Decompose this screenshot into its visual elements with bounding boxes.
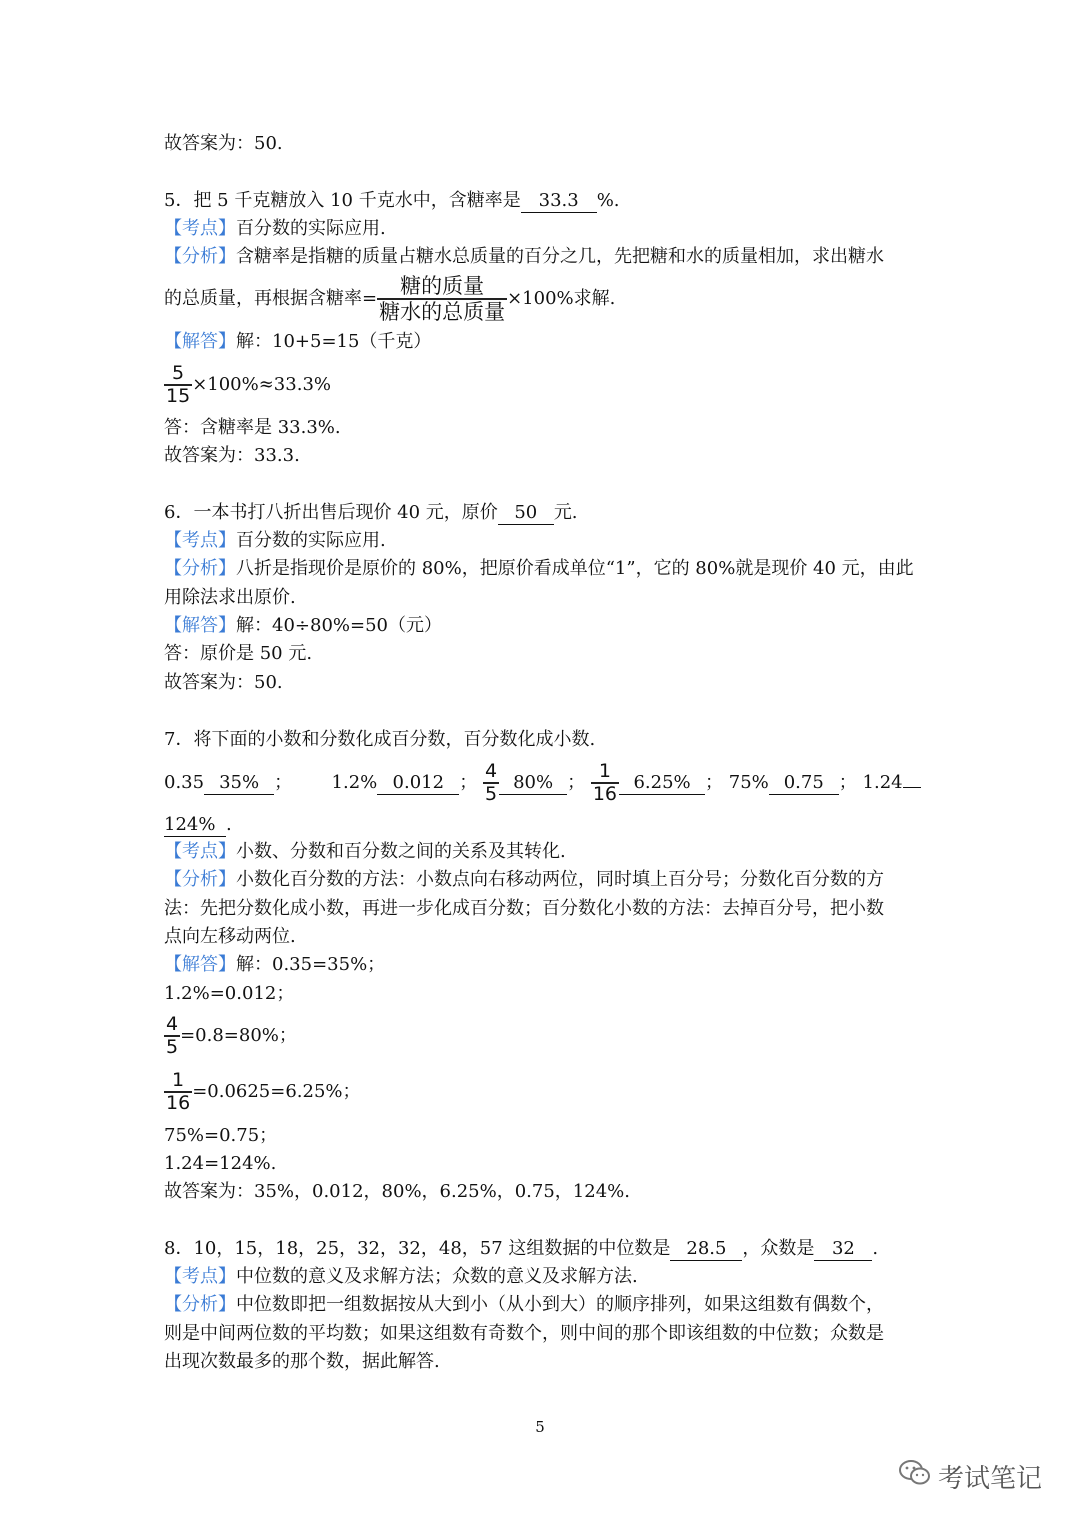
fenxi-text: 八折是指现价是原价的 80%，把原价看成单位“1”，它的 80%就是现价 40 元，由此 bbox=[236, 558, 914, 579]
q5-final-answer: 故答案为：33.3. bbox=[164, 445, 300, 466]
q5-answer: 答：含糖率是 33.3%. bbox=[164, 417, 341, 438]
q8-question-end: . bbox=[872, 1238, 879, 1259]
q8-kaodian bbox=[164, 1265, 638, 1289]
fenxi-text-2: 的总质量，再根据含糖率= bbox=[164, 288, 378, 309]
separator: ； bbox=[459, 772, 478, 793]
q7-jieda-5: 75%=0.75； bbox=[164, 1125, 278, 1146]
kaodian-tag: 【考点】 bbox=[164, 218, 236, 239]
fraction-denominator: 16 bbox=[592, 783, 618, 805]
calc-text: =0.8=80%； bbox=[180, 1025, 297, 1046]
q7-item3-fraction bbox=[483, 761, 499, 805]
q7-blank5: 0.75 bbox=[769, 772, 839, 795]
q7-item5: 75% bbox=[728, 772, 769, 793]
q7-blank4: 6.25% bbox=[619, 772, 705, 795]
q5-calc bbox=[164, 362, 331, 408]
fraction-numerator: 1 bbox=[172, 1069, 185, 1091]
separator: ； bbox=[567, 772, 586, 793]
q5-question bbox=[164, 189, 620, 213]
fraction-denominator: 15 bbox=[166, 385, 191, 407]
kaodian-tag: 【考点】 bbox=[164, 530, 236, 551]
fenxi-tag: 【分析】 bbox=[164, 558, 236, 579]
q5-question-text: 5．把 5 千克糖放入 10 千克水中，含糖率是 bbox=[164, 190, 521, 211]
calc-text: ×100%≈33.3% bbox=[192, 374, 331, 395]
q7-jieda-3 bbox=[164, 1013, 297, 1059]
jieda-tag: 【解答】 bbox=[164, 954, 236, 975]
fenxi-tag: 【分析】 bbox=[164, 246, 236, 267]
q6-question-text: 6．一本书打八折出售后现价 40 元，原价 bbox=[164, 502, 498, 523]
q8-question-text: 8．10，15，18，25，32，32，48，57 这组数据的中位数是 bbox=[164, 1238, 671, 1259]
q4-final-answer: 故答案为：50. bbox=[164, 133, 283, 154]
q7-items-end: . bbox=[226, 814, 232, 835]
q8-question-mid: ，众数是 bbox=[742, 1238, 815, 1259]
calc-fraction bbox=[164, 1014, 180, 1058]
separator: ； bbox=[838, 772, 857, 793]
calc-fraction bbox=[164, 363, 192, 407]
q6-blank: 50 bbox=[498, 502, 554, 525]
fenxi-text-2-end: ×100%求解. bbox=[507, 288, 616, 309]
q7-item6: 1.24 bbox=[862, 772, 903, 793]
fraction-denominator: 5 bbox=[485, 783, 498, 805]
page-number: 5 bbox=[535, 1418, 545, 1436]
q7-jieda-2: 1.2%=0.012； bbox=[164, 983, 295, 1004]
q6-fenxi bbox=[164, 557, 914, 581]
q7-blank6: 124% bbox=[164, 814, 226, 837]
q7-jieda-6: 1.24=124%. bbox=[164, 1153, 277, 1174]
kaodian-tag: 【考点】 bbox=[164, 1266, 236, 1287]
separator: ； bbox=[705, 772, 724, 793]
fraction-denominator: 16 bbox=[166, 1092, 191, 1114]
fraction-numerator: 1 bbox=[598, 760, 611, 782]
q7-jieda-4 bbox=[164, 1069, 361, 1115]
q7-items-row-cont bbox=[164, 813, 232, 837]
q8-fenxi-cont: 则是中间两位数的平均数；如果这组数有奇数个，则中间的那个即该组数的中位数；众数是 bbox=[164, 1323, 884, 1344]
q7-blank1: 35% bbox=[204, 772, 274, 795]
q7-fenxi-cont2: 点向左移动两位. bbox=[164, 926, 296, 947]
q5-fenxi-cont bbox=[164, 270, 615, 328]
fenxi-text: 中位数即把一组数据按从大到小（从小到大）的顺序排列，如果这组数有偶数个， bbox=[236, 1294, 884, 1315]
calc-text: =0.0625=6.25%； bbox=[192, 1081, 361, 1102]
q5-question-end: %. bbox=[596, 190, 620, 211]
fenxi-tag: 【分析】 bbox=[164, 869, 236, 890]
q8-fenxi bbox=[164, 1293, 884, 1317]
q6-fenxi-cont: 用除法求出原价. bbox=[164, 587, 296, 608]
fraction-numerator: 4 bbox=[485, 760, 498, 782]
q5-kaodian bbox=[164, 217, 386, 241]
separator: ； bbox=[274, 772, 293, 793]
kaodian-text: 中位数的意义及求解方法；众数的意义及求解方法. bbox=[236, 1266, 638, 1287]
fraction-numerator: 5 bbox=[172, 362, 185, 384]
q7-items-row bbox=[164, 758, 921, 808]
formula-fraction bbox=[377, 274, 507, 324]
jieda-text: 解：40÷80%=50（元） bbox=[236, 615, 442, 636]
q6-answer: 答：原价是 50 元. bbox=[164, 643, 313, 664]
fraction-denominator: 糖水的总质量 bbox=[379, 300, 506, 324]
q7-question: 7．将下面的小数和分数化成百分数，百分数化成小数. bbox=[164, 729, 596, 750]
q5-blank: 33.3 bbox=[521, 190, 597, 213]
q5-jieda bbox=[164, 330, 431, 354]
q6-question bbox=[164, 501, 578, 525]
q5-fenxi bbox=[164, 245, 884, 269]
watermark-text: 考试笔记 bbox=[938, 1464, 1043, 1494]
jieda-text: 解：10+5=15（千克） bbox=[236, 331, 432, 352]
kaodian-text: 小数、分数和百分数之间的关系及其转化. bbox=[236, 841, 566, 862]
watermark bbox=[898, 1458, 1042, 1495]
q8-fenxi-cont2: 出现次数最多的那个数，据此解答. bbox=[164, 1351, 440, 1372]
fraction-numerator: 糖的质量 bbox=[400, 274, 485, 298]
q7-blank2: 0.012 bbox=[377, 772, 459, 795]
kaodian-tag: 【考点】 bbox=[164, 841, 236, 862]
q7-blank3: 80% bbox=[499, 772, 567, 795]
kaodian-text: 百分数的实际应用. bbox=[236, 530, 386, 551]
q8-blank1: 28.5 bbox=[670, 1238, 742, 1261]
q7-final-answer: 故答案为：35%，0.012，80%，6.25%，0.75，124%. bbox=[164, 1181, 630, 1202]
jieda-text: 解：0.35=35%； bbox=[236, 954, 386, 975]
q7-item1: 0.35 bbox=[164, 772, 205, 793]
wechat-icon bbox=[898, 1458, 932, 1495]
jieda-tag: 【解答】 bbox=[164, 331, 236, 352]
fenxi-text: 含糖率是指糖的质量占糖水总质量的百分之几，先把糖和水的质量相加，求出糖水 bbox=[236, 246, 884, 267]
q7-fenxi bbox=[164, 868, 884, 892]
q6-kaodian bbox=[164, 529, 386, 553]
kaodian-text: 百分数的实际应用. bbox=[236, 218, 386, 239]
fraction-denominator: 5 bbox=[166, 1036, 179, 1058]
fenxi-text: 小数化百分数的方法：小数点向右移动两位，同时填上百分号；分数化百分数的方 bbox=[236, 869, 884, 890]
q6-question-end: 元. bbox=[553, 502, 578, 523]
q6-jieda bbox=[164, 614, 442, 638]
q7-jieda bbox=[164, 953, 385, 977]
q7-item4-fraction bbox=[591, 761, 619, 805]
q6-final-answer: 故答案为：50. bbox=[164, 672, 283, 693]
q7-item2: 1.2% bbox=[331, 772, 378, 793]
q7-blank6-start bbox=[903, 787, 921, 788]
jieda-tag: 【解答】 bbox=[164, 615, 236, 636]
calc-fraction bbox=[164, 1070, 192, 1114]
q8-question bbox=[164, 1237, 878, 1261]
fraction-numerator: 4 bbox=[166, 1013, 179, 1035]
q8-blank2: 32 bbox=[814, 1238, 872, 1261]
fenxi-tag: 【分析】 bbox=[164, 1294, 236, 1315]
q7-kaodian bbox=[164, 840, 566, 864]
q7-fenxi-cont: 法：先把分数化成小数，再进一步化成百分数；百分数化小数的方法：去掉百分号，把小数 bbox=[164, 898, 884, 919]
